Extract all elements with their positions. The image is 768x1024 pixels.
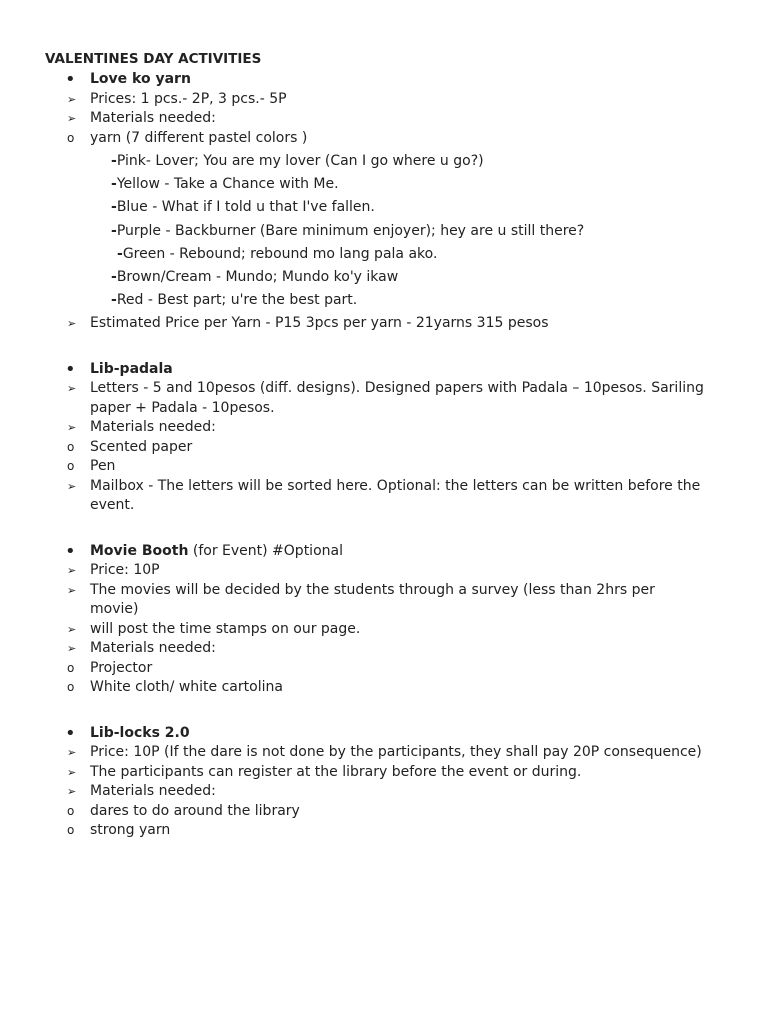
- bullet-marker: •: [65, 722, 76, 744]
- section-spacer: [45, 334, 705, 360]
- arrow-marker: ➢: [67, 765, 77, 779]
- yarn-color-line: [45, 243, 705, 266]
- yarn-color-text: Blue - What if I told u that I've fallen.: [116, 199, 375, 216]
- list-item-text: Materials needed:: [90, 783, 216, 800]
- list-item-register: [45, 763, 705, 783]
- list-item-estimated-price: [45, 314, 705, 334]
- bullet-marker: •: [65, 358, 76, 380]
- list-item-prices: [45, 90, 705, 110]
- circle-marker: o: [67, 660, 75, 675]
- dash-marker: -: [111, 222, 117, 239]
- yarn-color-line: [45, 196, 705, 219]
- bullet-marker: •: [65, 69, 76, 90]
- list-item-price: [45, 561, 705, 581]
- list-item-text: will post the time stamps on our page.: [90, 620, 361, 637]
- list-item-letters: [45, 379, 705, 418]
- circle-marker: o: [67, 459, 75, 474]
- section-heading-suffix: (for Event) #Optional: [188, 542, 343, 559]
- arrow-marker: ➢: [67, 564, 77, 578]
- list-item-projector: [45, 659, 705, 679]
- circle-marker: o: [67, 823, 75, 838]
- section-heading-text: Love ko yarn: [90, 71, 191, 87]
- list-item-text: Pen: [90, 458, 116, 475]
- list-item-strong-yarn: [45, 821, 705, 841]
- document-title: VALENTINES DAY ACTIVITIES: [45, 51, 262, 67]
- arrow-marker: ➢: [67, 746, 77, 760]
- section-heading-love-ko-yarn: [45, 70, 705, 90]
- section-heading-lib-locks: [45, 724, 705, 744]
- arrow-marker: ➢: [67, 479, 77, 493]
- list-item-text: White cloth/ white cartolina: [90, 679, 283, 696]
- list-item-text: Letters - 5 and 10pesos (diff. designs). Designed papers with Padala – 10pesos. Sariling paper + Padala - 10pesos.: [90, 380, 704, 416]
- list-item-text: Estimated Price per Yarn - P15 3pcs per yarn - 21yarns 315 pesos: [90, 315, 549, 332]
- yarn-color-text: Yellow - Take a Chance with Me.: [116, 176, 339, 193]
- list-item-text: Price: 10P: [90, 562, 160, 579]
- list-item-text: Scented paper: [90, 438, 193, 455]
- list-item-text: The movies will be decided by the students through a survey (less than 2hrs per movie): [90, 581, 655, 618]
- list-item-materials: [45, 418, 705, 438]
- arrow-marker: ➢: [67, 112, 77, 125]
- list-item-timestamps: [45, 620, 705, 640]
- yarn-color-text: Purple - Backburner (Bare minimum enjoyer); hey are u still there?: [116, 222, 585, 239]
- section-spacer: [45, 698, 705, 724]
- list-item-text: The participants can register at the library before the event or during.: [90, 763, 582, 780]
- list-item-yarn: [45, 129, 705, 149]
- circle-marker: o: [67, 439, 75, 454]
- list-item-text: Materials needed:: [90, 419, 216, 436]
- arrow-marker: ➢: [67, 382, 77, 396]
- bullet-marker: •: [65, 540, 76, 562]
- arrow-marker: ➢: [67, 92, 77, 106]
- list-item-text: Materials needed:: [90, 640, 216, 657]
- yarn-color-text: Brown/Cream - Mundo; Mundo ko'y ikaw: [116, 269, 399, 286]
- arrow-marker: ➢: [67, 583, 77, 597]
- yarn-color-text: Green - Rebound; rebound mo lang pala ako.: [122, 245, 438, 262]
- yarn-color-text: Red - Best part; u're the best part.: [116, 292, 358, 309]
- list-item-materials: [45, 639, 705, 659]
- list-item-text: Price: 10P (If the dare is not done by the participants, they shall pay 20P consequence): [90, 744, 702, 761]
- document: [45, 50, 705, 841]
- yarn-color-line: [45, 289, 705, 312]
- list-item-text: Mailbox - The letters will be sorted here. Optional: the letters can be written before the event.: [90, 477, 701, 514]
- arrow-marker: ➢: [67, 421, 77, 435]
- yarn-color-text: Pink- Lover; You are my lover (Can I go where u go?): [116, 153, 484, 169]
- circle-marker: o: [67, 130, 75, 145]
- list-item-materials: [45, 109, 705, 129]
- arrow-marker: ➢: [67, 317, 77, 331]
- arrow-marker: ➢: [67, 622, 77, 636]
- yarn-color-line: [45, 220, 705, 243]
- dash-marker: -: [111, 199, 117, 216]
- list-item-text: Materials needed:: [90, 110, 216, 126]
- list-item-mailbox: [45, 477, 705, 516]
- dash-marker: -: [111, 176, 117, 193]
- circle-marker: o: [67, 803, 75, 818]
- yarn-color-line: [45, 266, 705, 289]
- dash-marker: -: [111, 292, 117, 309]
- list-item-price: [45, 743, 705, 763]
- list-item-pen: [45, 457, 705, 477]
- section-heading-lib-padala: [45, 360, 705, 380]
- circle-marker: o: [67, 680, 75, 695]
- dash-marker: -: [111, 269, 117, 286]
- section-spacer: [45, 516, 705, 542]
- list-item-dares: [45, 802, 705, 822]
- arrow-marker: ➢: [67, 642, 77, 656]
- list-item-text: Prices: 1 pcs.- 2P, 3 pcs.- 5P: [90, 90, 287, 107]
- section-heading-movie-booth: [45, 542, 705, 562]
- yarn-color-line: [45, 150, 705, 173]
- arrow-marker: ➢: [67, 785, 77, 799]
- section-heading-text: Lib-padala: [90, 360, 173, 377]
- dash-marker: -: [111, 153, 117, 169]
- section-heading-text: Lib-locks 2.0: [90, 724, 190, 741]
- section-heading-text: Movie Booth: [90, 542, 189, 559]
- yarn-color-line: [45, 173, 705, 196]
- list-item-white-cloth: [45, 678, 705, 698]
- list-item-materials: [45, 782, 705, 802]
- list-item-text: dares to do around the library: [90, 802, 300, 819]
- list-item-survey: [45, 581, 705, 620]
- list-item-text: Projector: [90, 659, 153, 676]
- list-item-text: yarn (7 different pastel colors ): [90, 129, 308, 146]
- dash-marker: -: [117, 245, 123, 262]
- list-item-scented-paper: [45, 438, 705, 458]
- list-item-text: strong yarn: [90, 822, 171, 839]
